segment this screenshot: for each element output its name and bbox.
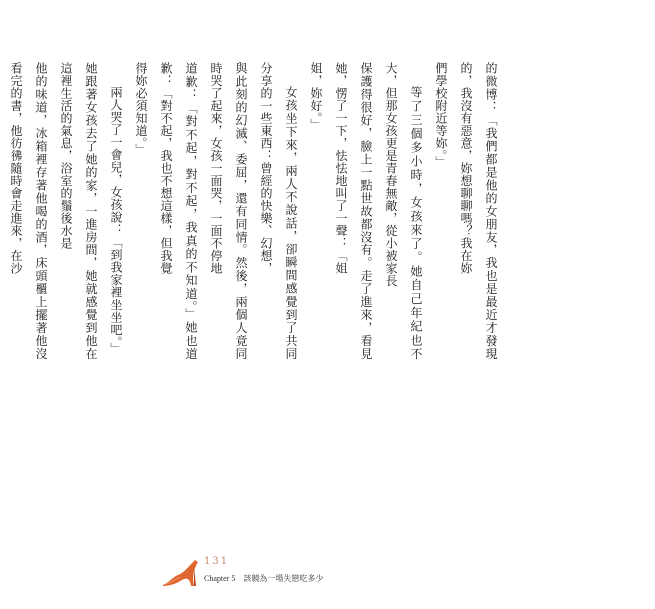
text-column: 兩人哭了一會兒，女孩說：「到我家裡坐坐吧。」 (109, 86, 123, 355)
text-column: 與此刻的幻滅、委屈，還有同情。然後，兩個人竟同時哭了起來，女孩一面哭，一面不停地 (209, 62, 248, 360)
high-heel-shoe-icon (160, 555, 200, 589)
chapter-heading (204, 573, 323, 584)
text-column: 們學校附近等妳。」 (434, 62, 448, 169)
text-column: 得妳必須知道。」 (134, 62, 148, 156)
text-column: 她跟著女孩去了她的家，一進房間，她就感覺到他在這裡生活的氣息，浴室的鬚後水是 (59, 62, 98, 360)
text-column: 他的味道，冰箱裡存著他喝的酒，床頭櫃上擺著他沒看完的書，他彷彿隨時會走進來，在沙 (9, 62, 48, 360)
page-number: 131 (204, 556, 230, 567)
chapter-title: 該競為一場失戀吃多少 (243, 574, 324, 583)
text-column (0, 62, 3, 360)
chapter-label: Chapter 5 (204, 574, 236, 583)
page-footer (160, 555, 490, 595)
body-text (0, 62, 503, 360)
text-column: 女孩坐下來，兩人不說話，卻瞬間感覺到了共同分享的一些東西：曾經的快樂、幻想， (259, 62, 298, 360)
text-column: 等了三個多小時，女孩來了。她自己年紀也不大，但那女孩更是青春無敵，從小被家長 (384, 62, 423, 360)
text-column: 道歉：「對不起，對不起，我真的不知道。」她也道歉：「對不起，我也不想這樣，但我覺 (159, 62, 198, 360)
text-column: 的微博：「我們都是他的女朋友，我也是最近才發現的，我沒有惡意，妳想聊聊嗎？我在妳 (459, 62, 498, 360)
text-column: 姐，妳好。」 (309, 62, 323, 131)
text-column: 保護得很好，臉上一點世故都沒有。走了進來，看見她，愣了一下，怯怯地叫了一聲：「姐 (334, 62, 373, 360)
